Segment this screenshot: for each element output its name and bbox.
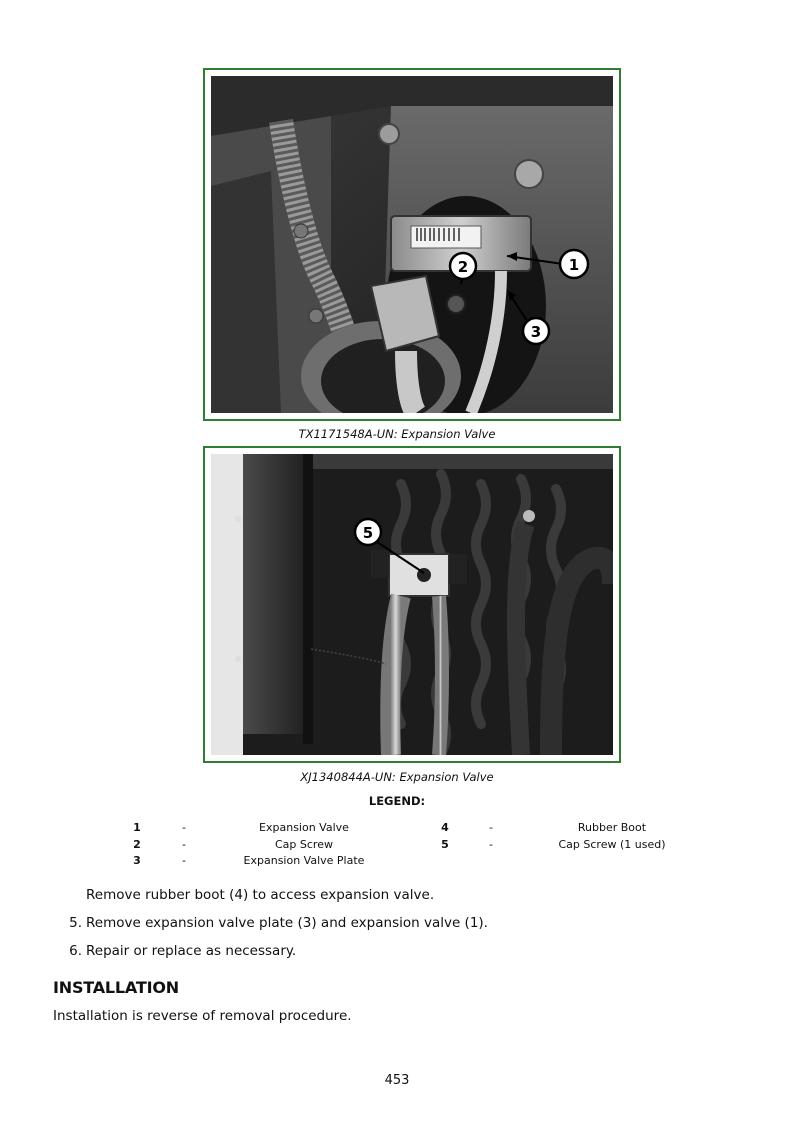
legend-dash: - [182,854,186,867]
legend-number: 3 [133,854,141,867]
legend-dash: - [182,821,186,834]
callout-3 [523,318,549,344]
page-number: 453 [384,1073,410,1088]
figure-expansion-valve-photo-1 [203,68,621,421]
legend-description: Expansion Valve Plate [243,854,365,867]
figure-2-caption: XJ1340844A-UN: Expansion Valve [300,770,494,784]
step-text: Remove rubber boot (4) to access expansion valve. [86,887,435,903]
legend-row [0,853,794,869]
step-number: 6. [69,943,82,959]
step-number: 5. [69,915,82,931]
procedure-step [54,942,296,960]
svg-text:5: 5 [362,524,374,542]
legend-title: LEGEND: [368,794,426,808]
procedure-step [54,914,488,932]
legend-row [0,837,794,853]
svg-text:2: 2 [457,258,469,276]
callout-1 [560,250,588,278]
step-text: Remove expansion valve plate (3) and expansion valve (1). [86,915,488,931]
installation-heading: INSTALLATION [53,978,179,997]
callout-2 [450,253,476,279]
step-text: Repair or replace as necessary. [86,943,297,959]
expansion-valve-photo-1 [211,76,613,413]
legend-dash: - [182,838,186,851]
legend-dash: - [489,821,493,834]
legend-row [0,820,794,836]
procedure-step [54,886,434,904]
legend-description: Rubber Boot [577,821,647,834]
svg-text:3: 3 [530,323,542,341]
figure-expansion-valve-photo-2 [203,446,621,763]
installation-text: Installation is reverse of removal procedure. [53,1008,352,1024]
legend-number: 2 [133,838,141,851]
legend-number: 1 [133,821,141,834]
legend-dash: - [489,838,493,851]
callout-5 [355,519,381,545]
legend-number: 5 [441,838,449,851]
legend-description: Expansion Valve [259,821,349,834]
legend-description: Cap Screw [275,838,333,851]
svg-text:1: 1 [568,256,580,274]
legend-number: 4 [441,821,449,834]
legend-description: Cap Screw (1 used) [558,838,666,851]
figure-1-caption: TX1171548A-UN: Expansion Valve [298,427,496,441]
expansion-valve-photo-2 [211,454,613,755]
